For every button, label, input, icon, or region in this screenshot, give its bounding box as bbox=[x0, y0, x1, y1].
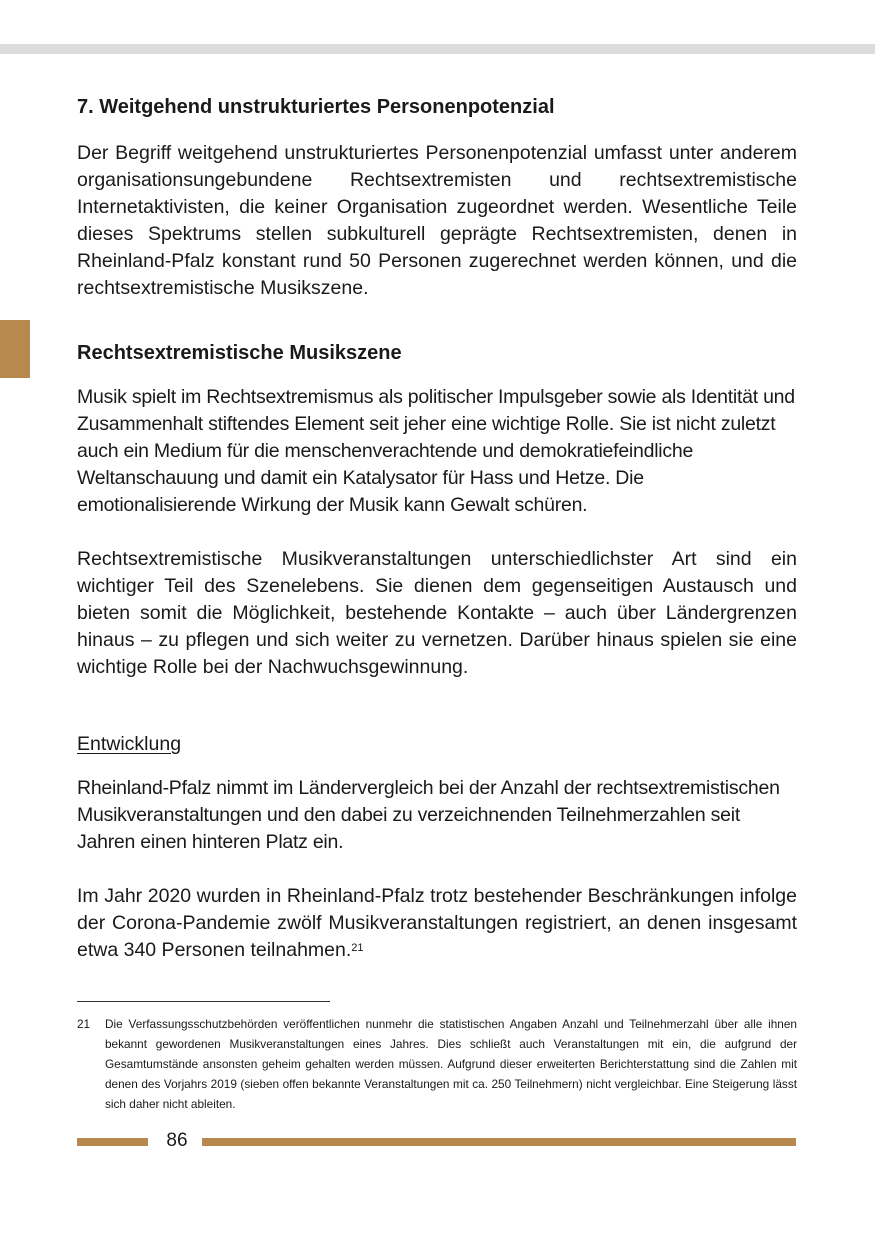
music-paragraph-2: Rechtsextremistische Musikveranstaltungen unterschiedlichster Art sind ein wichtiger Teil des Szenelebens. Sie dienen dem gegenseitigen Austausch und bieten somit die Möglichkeit, bestehende Kontakte – auch über Ländergrenzen hinaus – zu pflegen und sich weiter zu vernetzen. Darüber hinaus spielen sie eine wichtige Rolle bei der Nachwuchsgewinnung. bbox=[77, 548, 797, 678]
section-heading: 7. Weitgehend unstrukturiertes Personenpotenzial bbox=[77, 96, 555, 118]
footnote-reference[interactable]: 21 bbox=[351, 942, 364, 954]
footnote-divider bbox=[77, 1001, 330, 1002]
development-paragraph-1: Rheinland-Pfalz nimmt im Ländervergleich bei der Anzahl der rechtsextremistischen Musikveranstaltungen und den dabei zu verzeichnenden Teilnehmerzahlen seit Jahren einen hinteren Platz ein. bbox=[77, 777, 780, 853]
chapter-marker-tab bbox=[0, 320, 30, 378]
development-paragraph-2 bbox=[77, 883, 797, 964]
page-content bbox=[77, 94, 797, 964]
page-number: 86 bbox=[166, 1130, 188, 1151]
intro-paragraph: Der Begriff weitgehend unstrukturiertes Personenpotenzial umfasst unter anderem organisationsungebundene Rechtsextremisten und rechtsextremistische Internetaktivisten, die keiner Organisation zugeordnet werden. Wesentliche Teile dieses Spektrums stellen subkulturell geprägte Rechtsextremisten, denen in Rheinland-Pfalz konstant rund 50 Personen zugerechnet werden können, und die rechtsextremistische Musikszene. bbox=[77, 142, 797, 299]
footnote bbox=[77, 1014, 797, 1114]
music-scene-heading: Rechtsextremistische Musikszene bbox=[77, 342, 402, 364]
header-rule bbox=[0, 44, 875, 54]
footer-bar-right bbox=[202, 1138, 796, 1146]
development-subheading: Entwicklung bbox=[77, 733, 182, 755]
footnote-text: Die Verfassungsschutzbehörden veröffentlichen nunmehr die statistischen Angaben Anzahl und Teilnehmerzahl über alle ihnen bekannt gewordenen Musikveranstaltungen eines Jahres. Dies schließt auch Veranstaltungen mit ein, die aufgrund der Gesamtumstände ansonsten geheim gehalten werden müssen. Aufgrund dieser erweiterten Berichterstattung sind die Zahlen mit denen des Vorjahrs 2019 (sieben offen bekannte Veranstaltungen mit ca. 250 Teilnehmern) nicht vergleichbar. Eine Steigerung lässt sich daher nicht ableiten. bbox=[105, 1017, 797, 1111]
development-paragraph-2-text: Im Jahr 2020 wurden in Rheinland-Pfalz trotz bestehender Beschränkungen infolge der Corona-Pandemie zwölf Musikveranstaltungen registriert, an denen insgesamt etwa 340 Personen teilnahmen. bbox=[77, 885, 797, 961]
footer-bar-left bbox=[77, 1138, 148, 1146]
footnote-number: 21 bbox=[77, 1017, 91, 1031]
music-paragraph-1: Musik spielt im Rechtsextremismus als politischer Impulsgeber sowie als Identität und Zusammenhalt stiftendes Element seit jeher eine wichtige Rolle. Sie ist nicht zuletzt auch ein Medium für die menschenverachtende und demokratiefeindliche Weltanschauung und damit ein Katalysator für Hass und Hetze. Die emotionalisierende Wirkung der Musik kann Gewalt schüren. bbox=[77, 386, 795, 516]
